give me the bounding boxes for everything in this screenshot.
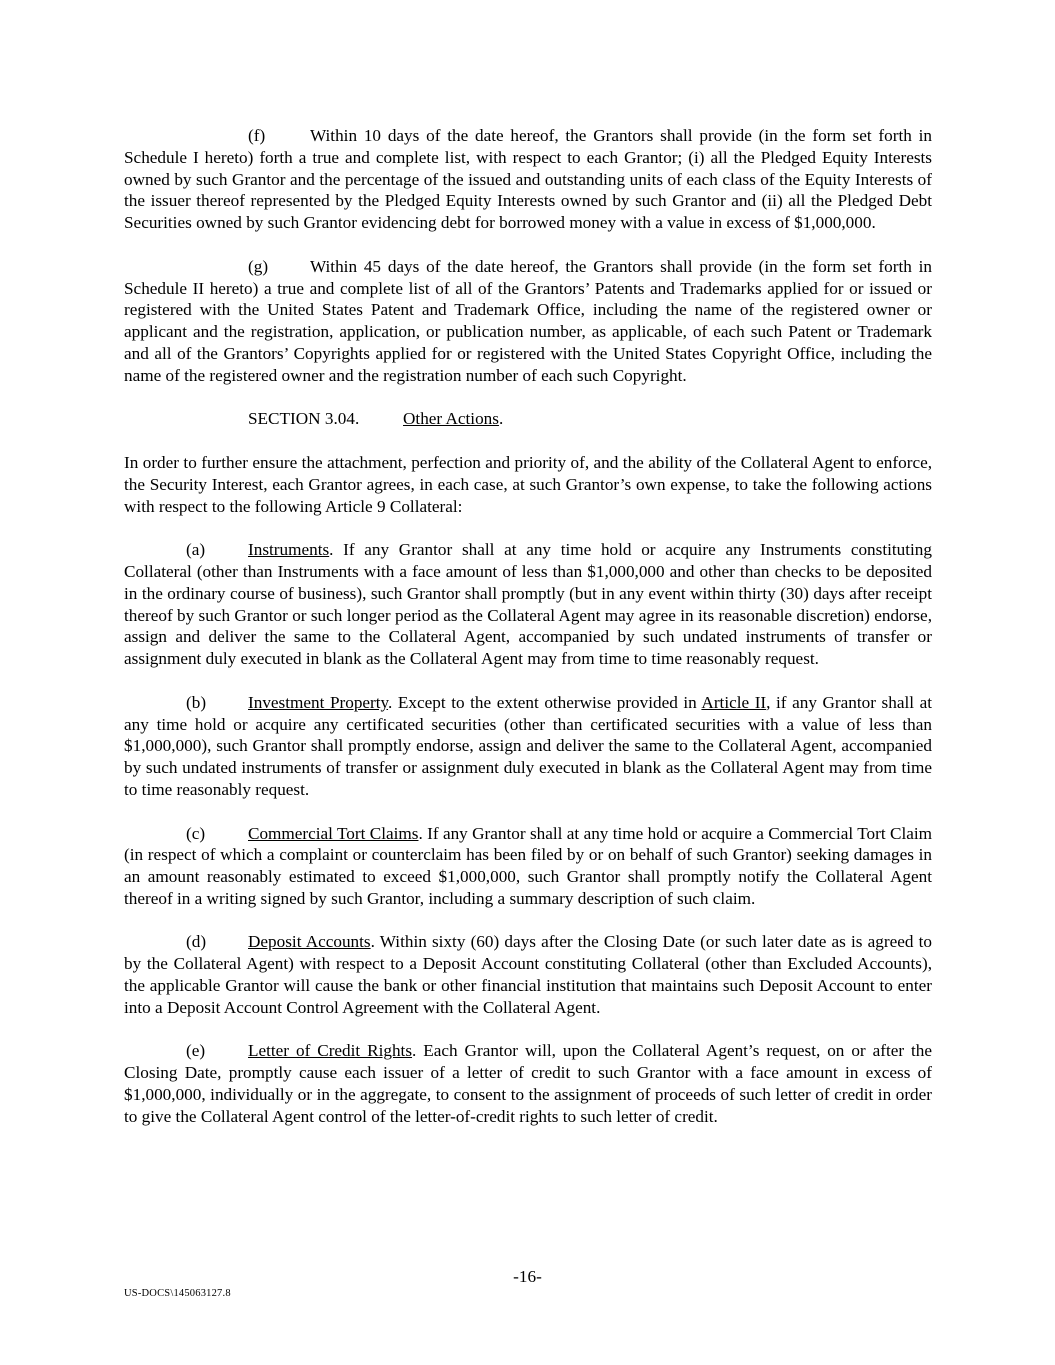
- item-b-heading: Investment Property: [248, 692, 389, 712]
- item-c-heading: Commercial Tort Claims: [248, 823, 419, 843]
- item-b-text-before-ref: . Except to the extent otherwise provided in: [388, 692, 702, 712]
- section-number: SECTION 3.04.: [248, 409, 360, 429]
- item-e-text: . Each Grantor will, upon the Collateral Agent’s request, on or after the Closing Date, promptly cause each issuer of a letter of credit to such Grantor with a face amount in excess of $1,000,000, individually or in the aggregate, to consent to the assignment of proceeds of such letter of credit in order to give the Collateral Agent control of the letter-of-credit rights to such letter of credit.: [124, 1041, 933, 1126]
- item-a-heading: Instruments: [248, 540, 330, 560]
- document-page: [124, 125, 932, 1149]
- item-d-heading: Deposit Accounts: [248, 932, 371, 952]
- item-b: [124, 692, 932, 801]
- item-d-label: (d): [186, 932, 207, 952]
- intro-paragraph: In order to further ensure the attachment, perfection and priority of, and the ability of the Collateral Agent to enforce, the Security Interest, each Grantor agrees, in each case, at such Grantor’s own expense, to take the following actions with respect to the following Article 9 Collateral:: [124, 452, 932, 516]
- item-e-label: (e): [186, 1041, 206, 1061]
- item-b-label: (b): [186, 692, 207, 712]
- paragraph-f-text: Within 10 days of the date hereof, the Grantors shall provide (in the form set forth in Schedule I hereto) forth a true and complete list, with respect to each Grantor; (i) all the Pledged Equity Interests owned by such Grantor and the percentage of the issued and outstanding units of each class of the Equity Interests of the issuer thereof represented by the Pledged Equity Interests owned by such Grantor and (ii) all the Pledged Debt Securities owned by such Grantor evidencing debt for borrowed money with a value in excess of $1,000,000.: [124, 126, 932, 233]
- item-d: [124, 931, 932, 1018]
- document-id: US-DOCS\145063127.8: [124, 1288, 231, 1299]
- section-title-suffix: .: [498, 409, 504, 429]
- section-heading: [124, 408, 932, 430]
- item-e: [124, 1040, 932, 1127]
- paragraph-g-label: (g): [248, 256, 269, 276]
- paragraph-g-text: Within 45 days of the date hereof, the Grantors shall provide (in the form set forth in Schedule II hereto) a true and complete list of all of the Grantors’ Patents and Trademarks applied for or issued or registered with the United States Patent and Trademark Office, including the name of the registered owner or applicant and the registration, application, or publication number, as applicable, of each such Patent or Trademark and all of the Grantors’ Copyrights applied for or registered with the United States Copyright Office, including the name of the registered owner and the registration number of each such Copyright.: [124, 256, 932, 385]
- paragraph-f: [124, 125, 932, 234]
- item-d-text: . Within sixty (60) days after the Closing Date (or such later date as is agreed to by the Collateral Agent) with respect to a Deposit Account constituting Collateral (other than Excluded Accounts), the applicable Grantor will cause the bank or other financial institution that maintains such Deposit Account to enter into a Deposit Account Control Agreement with the Collateral Agent.: [124, 932, 933, 1017]
- section-title: Other Actions: [403, 409, 499, 429]
- item-a: [124, 539, 932, 670]
- paragraph-g: [124, 256, 932, 387]
- item-e-heading: Letter of Credit Rights: [248, 1041, 413, 1061]
- item-a-text: . If any Grantor shall at any time hold or acquire any Instruments constituting Collateral (other than Instruments with a face amount of less than $1,000,000 and other than checks to be deposited in the ordinary course of business), such Grantor shall promptly (but in any event within thirty (30) days after receipt thereof by such Grantor or such longer period as the Collateral Agent may agree in its reasonable discretion) endorse, assign and deliver the same to the Collateral Agent, accompanied by such undated instruments of transfer or assignment duly executed in blank as the Collateral Agent may from time to time reasonably request.: [124, 540, 932, 669]
- item-c-label: (c): [186, 823, 206, 843]
- item-c-text: . If any Grantor shall at any time hold or acquire a Commercial Tort Claim (in respect of which a complaint or counterclaim has been filed by or on behalf of such Grantor) seeking damages in an amount reasonably estimated to exceed $1,000,000, such Grantor shall promptly notify the Collateral Agent thereof in a writing signed by such Grantor, including a summary description of such claim.: [124, 823, 932, 908]
- item-a-label: (a): [186, 540, 206, 560]
- page-number: -16-: [513, 1267, 542, 1286]
- paragraph-f-label: (f): [248, 126, 266, 145]
- item-c: [124, 823, 932, 910]
- item-b-article-reference: Article II: [701, 692, 767, 712]
- item-b-text-after-ref: , if any Grantor shall at any time hold or acquire any certificated securities (other than certificated securities with a value of less than $1,000,000), such Grantor shall promptly endorse, assign and deliver the same to the Collateral Agent, accompanied by such undated instruments of transfer or assignment duly executed in blank as the Collateral Agent may from time to time reasonably request.: [124, 692, 932, 799]
